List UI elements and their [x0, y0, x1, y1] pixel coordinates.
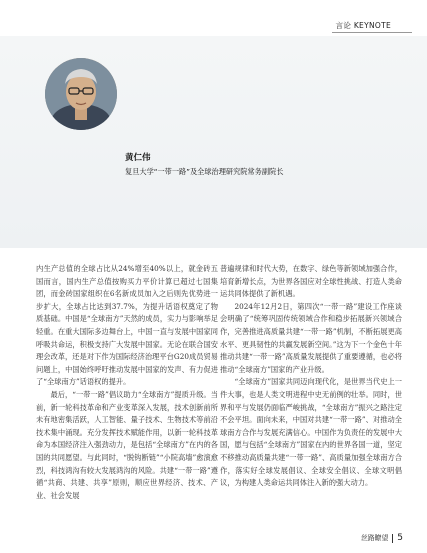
footer-divider — [392, 534, 393, 543]
body-column-right — [220, 263, 402, 490]
section-label-text: 言论 KEYNOTE — [335, 21, 391, 30]
portrait-illustration — [45, 58, 117, 130]
page-number: 5 — [397, 533, 403, 543]
body-paragraph: 普遍规律和时代大势，在数字、绿色等新领域加强合作，培育新增长点，为世界各国应对全球性挑战、打造人类命运共同体提供了新机遇。 — [220, 264, 402, 299]
author-name: 黄仁伟 — [125, 153, 151, 163]
publication-name: 丝路瞭望 — [361, 534, 389, 542]
header-rule — [332, 32, 412, 33]
author-portrait — [45, 58, 117, 130]
author-title: 复旦大学“一带一路”及全球治理研究院常务副院长 — [125, 167, 284, 176]
author-info — [125, 152, 283, 177]
page-footer — [361, 532, 403, 543]
body-paragraph: “全球南方”国家共同迈向现代化，是世界当代史上一件大事，也是人类文明进程中史无前例的壮举。同时，世界和平与发展仍面临严峻挑战，“全球南方”振兴之路注定不会平坦。面向未来，中国对共建“一带一路”、对推动全球南方合作与发展充满信心。中国作为负责任的发展中大国，愿与包括“全球南方”国家在内的世界各国一道，坚定不移推动高质量共建“一带一路”、高质量加强全球南方合作，落实好全球发展倡议、全球安全倡议、全球文明倡议，为构建人类命运共同体注入新的强大动力。 — [220, 377, 402, 488]
body-column-left — [36, 263, 218, 502]
body-paragraph: 最后，“一带一路”倡议助力“全球南方”提质升级。当前，新一轮科技革命和产业变革深入发展，技术创新前所未有地密集活跃，人工智能、量子技术、生物技术等前沿技术集中涌现。充分发挥技术赋能作用，以新一轮科技革命为本国经济注入强劲动力，是包括“全球南方”在内的各国的共同愿望。与此同时，“脱钩断链”“小院高墙”愈演愈烈，科技鸿沟有较大发展鸿沟的风险。共建“一带一路”遵循“共商、共建、共享”原则，顺应世界经济、技术、产业、社会发展 — [36, 389, 218, 500]
body-paragraph: 2024年12月2日，第四次“一带一路”建设工作座谈会明确了“统筹巩固传统领域合作和稳步拓展新兴领域合作，完善推进高质量共建“一带一路”机制，不断拓展更高水平、更具韧性的共赢发展新空间。”这为下一个金色十年推动共建“一带一路”高质量发展提供了重要遵循，也必将推动“全球南方”国家的产业升级。 — [220, 301, 402, 374]
body-paragraph: 内生产总值的全球占比从24%增至40%以上，就金砖五国而言，国内生产总值按购买力平价计算已超过七国集团，而金砖国家组织在6名新成员加入之后则先优势进一步扩大，全球占比达到37.7%，为提升话语权奠定了物质基础。中国是“全球南方”天然的成员，实力与影响举足轻重。在重大国际多边舞台上，中国一直与发展中国家同呼吸共命运，积极支持广大发展中国家。无论在联合国安理会改革，还是对下作为国际经济治理平台G20成员贸易问题上，中国始终呼吁推动发展中国家的发声、有力促进了“全球南方”话语权的提升。 — [36, 264, 218, 387]
section-label — [336, 20, 391, 31]
